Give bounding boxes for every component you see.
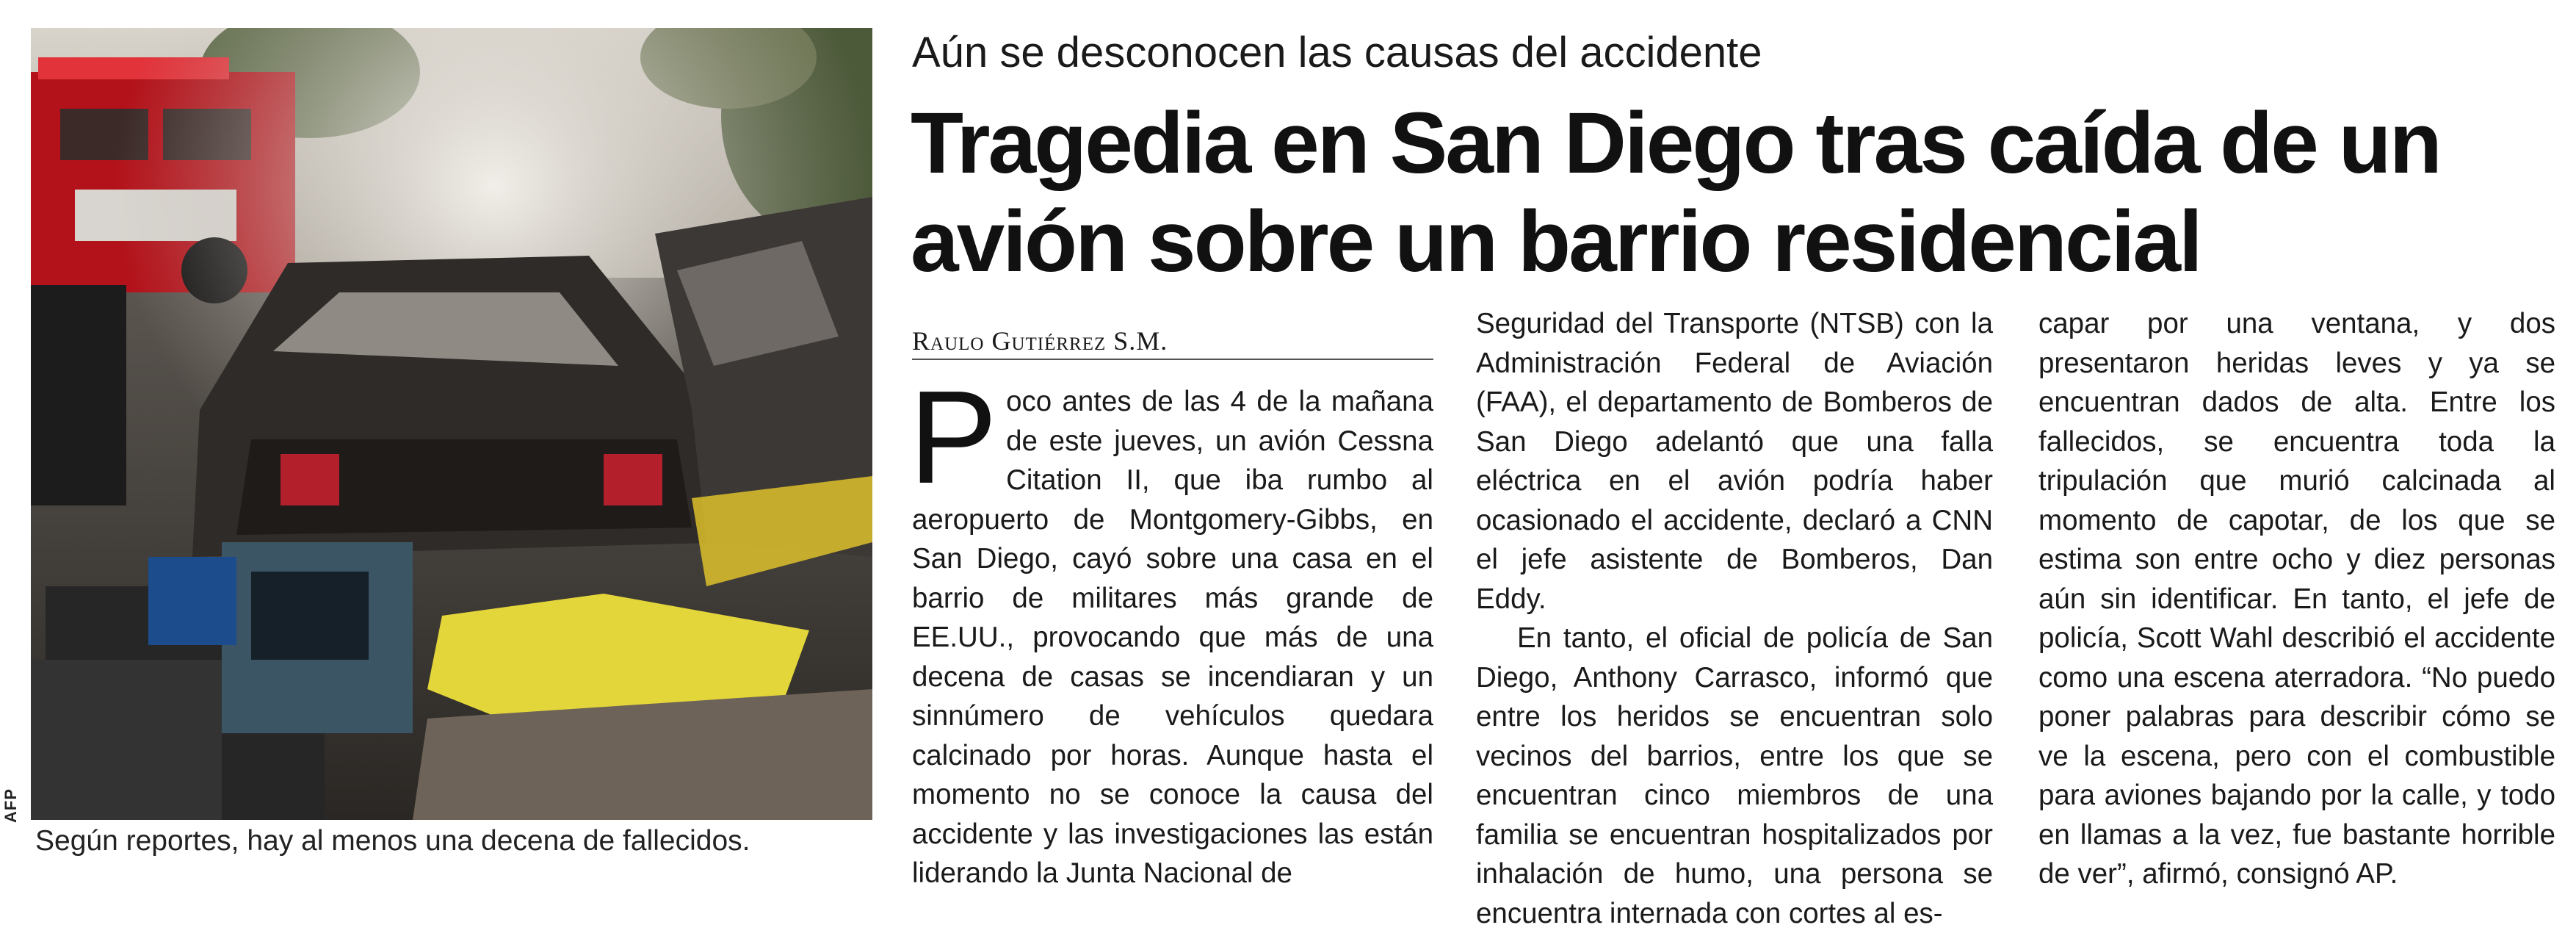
- article-kicker: Aún se desconocen las causas del accidente: [912, 29, 1762, 76]
- article-paragraph-1-continued: Seguridad del Transporte (NTSB) con la Administración Federal de Aviación (FAA), el departamento de Bomberos de San Diego adelantó que una falla eléctrica en el avión podría haber ocasionado el accidente, declaró a CNN el jefe asistente de Bomberos, Dan Eddy.: [1476, 308, 1993, 615]
- news-photo: [31, 28, 872, 820]
- photo-caption: Según reportes, hay al menos una decena de fallecidos.: [35, 825, 750, 857]
- article-column-2: [1476, 304, 1993, 933]
- article-column-3: [2038, 304, 2555, 894]
- photo-credit: AFP: [1, 788, 20, 823]
- article-column-1: [909, 364, 1433, 893]
- article-paragraph-2-continued: capar por una ventana, y dos presentaron heridas leves y ya se encuentran dados de alta. Entre los fallecidos, se encuentra toda la tripulación que murió calcinada al momento de capotar, de los que se estima son entre ocho y diez personas aún sin identificar. En tanto, el jefe de policía, Scott Wahl describió el accidente como una escena aterradora. “No puedo poner palabras para describir cómo se ve la escena, pero con el combustible para aviones bajando por la calle, y todo en llamas a la vez, fue bastante horrible de ver”, afirmó, consignó AP.: [2038, 308, 2555, 890]
- article-paragraph-1: oco antes de las 4 de la mañana de este jueves, un avión Cessna Citation II, que iba rumbo al aeropuerto de Montgomery-Gibbs, en San Diego, cayó sobre una casa en el barrio de militares más grande de EE.UU., provocando que más de una decena de casas se incendiaran y un sinnúmero de vehículos quedara calcinado por horas. Aunque hasta el momento no se conoce la causa del accidente y las investigaciones las están liderando la Junta Nacional de: [912, 386, 1433, 889]
- crash-scene-image: [31, 28, 872, 820]
- article-headline: Tragedia en San Diego tras caída de un avión sobre un barrio residencial: [911, 95, 2440, 290]
- drop-cap: P: [909, 364, 998, 511]
- article-paragraph-2: En tanto, el oficial de policía de San Diego, Anthony Carrasco, informó que entre los heridos se encuentran solo vecinos del barrios, entre los que se encuentran cinco miembros de una familia se encuentran hospitalizados por inhalación de humo, una persona se encuentra internada con cortes al es-: [1476, 622, 1993, 929]
- article-byline: Raulo Gutiérrez S.M.: [912, 325, 1433, 360]
